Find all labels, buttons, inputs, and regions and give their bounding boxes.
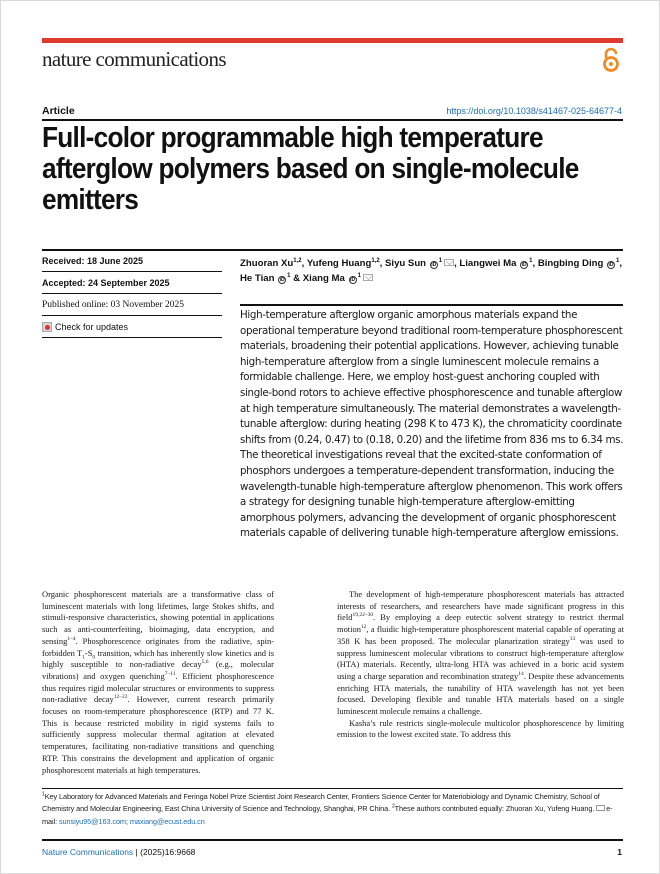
- affiliation-marker: 1: [529, 257, 533, 264]
- citation-link[interactable]: 19,22–30: [352, 612, 374, 619]
- author-name[interactable]: Zhuoran Xu: [240, 258, 294, 269]
- citation-text: | (2025)16:9668: [133, 847, 196, 857]
- open-access-lock-icon[interactable]: [602, 47, 620, 73]
- journal-link[interactable]: Nature Communications: [42, 847, 134, 857]
- author-name[interactable]: Siyu Sun: [385, 258, 427, 269]
- article-title: Full-color programmable high temperature afterglow polymers based on single-molecule emitters: [42, 122, 579, 216]
- citation-link[interactable]: 13: [569, 636, 576, 642]
- author-name[interactable]: He Tian: [240, 273, 275, 284]
- orcid-icon[interactable]: iD: [431, 262, 437, 268]
- author-name[interactable]: Xiang Ma: [302, 273, 345, 284]
- author-name[interactable]: Bingbing Ding: [537, 258, 604, 269]
- orcid-icon[interactable]: iD: [608, 262, 614, 268]
- author-list: Zhuoran Xu$^{1,2}$, Yufeng Huang$^{1,2}$, Siyu Sun $iD^1$ , Liangwei Ma $iD^1$, Bingbing Ding $iD^1$, He Tian $iD^1$ & Xiang Ma $iD^1$: [240, 257, 623, 284]
- published-date: Published online: 03 November 2025: [42, 294, 222, 316]
- body-paragraph: Kasha’s rule restricts single-molecule multicolor phosphorescence by limiting emission to the lowest excited state. To address this: [337, 717, 624, 740]
- citation-link[interactable]: 12–22: [113, 694, 128, 701]
- author-name[interactable]: Liangwei Ma: [459, 258, 517, 269]
- accepted-date: Accepted: 24 September 2025: [42, 272, 222, 294]
- body-column-right: [337, 589, 624, 741]
- corresponding-author-email-icon[interactable]: [444, 259, 454, 266]
- affiliations-footnote: $^1$Key Laboratory for Advanced Materials and Feringa Nobel Prize Scientist Joint Research Center, Frontiers Science Center for Materiobiology and Dynamic Chemistry, School of Chemistry and Molecular Engineering, East China University of Science and Technology, Shanghai, PR China. $^2$These authors contributed equally: Zhuoran Xu, Yufeng Huang. e-mail: sunsiyu95@163.com; maxiang@ecust.edu.cn: [42, 791, 613, 826]
- body-paragraph: Organic phosphorescent materials are a transformative class of luminescent materials with long lifetimes, large Stokes shifts, and stimuli-responsive characteristics, showing potential in applications such as anti-counterfeiting, bioimaging, data encryption, and sensing$^{1-4}$. Phosphorescence originates from the radiative, spin-forbidden $T_1-S_0$ transition, which has inherently slow kinetics and is highly susceptible to non-radiative decay$^{5,6}$ (e.g., molecular vibrations) and oxygen quenching$^{7-11}$. Efficient phosphorescence thus requires rigid molecular structures or environments to suppress non-radiative decay$^{12-22}$. However, current research primarily focuses on room-temperature phosphorescence (RTP) and 77 K. This is because restricted mobility in rigid systems fails to sufficiently suppress molecular thermal agitation at elevated temperatures, facilitating non-radiative transitions and quenching RTP. This constrains the development and application of organic phosphorescent materials at high temperatures.: [42, 589, 274, 775]
- orcid-icon[interactable]: iD: [521, 262, 527, 268]
- journal-name: nature communications: [42, 47, 226, 71]
- corresponding-author-email-icon[interactable]: [363, 274, 373, 281]
- footnote-rule: [42, 788, 623, 789]
- body-column-left: [42, 589, 274, 776]
- article-type-label: Article: [42, 105, 75, 117]
- affiliation-marker: 1: [616, 257, 620, 264]
- check-for-updates-label: Check for updates: [55, 321, 129, 332]
- affiliation-marker: 1,2: [293, 257, 302, 264]
- email-link[interactable]: sunsiyu95@163.com: [58, 816, 126, 826]
- author-name[interactable]: Yufeng Huang: [306, 258, 372, 269]
- body-paragraph: The development of high-temperature phosphorescent materials has attracted interests of researchers, and researchers have made significant progress in this field$^{19,22-30}$. By employing a deep eutectic solvent strategy to restrict thermal motion$^{12}$, a fluidic high-temperature phosphorescent material capable of operating at 358 K has been proposed. The molecular planarization strategy$^{13}$ was used to suppress luminescent molecular vibrations to construct high-temperature afterglow (HTA) materials. Recently, ultra-long HTA was achieved in a boric acid system using a charge separation and recombination strategy$^{14}$. Despite these advancements enriching HTA materials, the tunability of HTA wavelength has not yet been focused. Developing flexible and tunable HTA materials based on a single luminescent molecule remains a challenge.: [337, 589, 625, 717]
- email-icon: [596, 805, 605, 811]
- affiliation-marker: 1: [438, 257, 443, 264]
- affiliation-marker: 1,2: [371, 257, 380, 264]
- doi-link[interactable]: https://doi.org/10.1038/s41467-025-64677-4: [446, 106, 622, 116]
- check-for-updates-button[interactable]: [42, 316, 222, 338]
- article-history: [42, 250, 222, 338]
- affiliation-marker: 1: [357, 272, 361, 279]
- citation-link[interactable]: 14: [518, 671, 524, 678]
- citation-footer: [42, 847, 195, 857]
- check-for-updates-icon: [42, 322, 52, 332]
- orcid-icon[interactable]: iD: [350, 277, 356, 283]
- received-date: Received: 18 June 2025: [42, 250, 222, 272]
- abstract-rule: [240, 304, 623, 306]
- title-rule: [42, 119, 623, 121]
- citation-link[interactable]: 5,6: [201, 659, 209, 666]
- email-link[interactable]: maxiang@ecust.edu.cn: [129, 816, 205, 826]
- citation-link[interactable]: 7–11: [164, 671, 176, 678]
- citation-link[interactable]: 1–4: [67, 636, 76, 642]
- affiliation-marker: 1: [287, 272, 291, 279]
- footer-rule: [42, 839, 623, 841]
- abstract: High-temperature afterglow organic amorphous materials expand the operational temperature beyond traditional room-temperature phosphorescent materials, broadening their potential applications. However, achieving tunable high-temperature afterglow from a single luminescent molecule remains a formidable challenge. Here, we employ host-guest anchoring coupled with single-bond rotors to achieve effective phosphorescence and tunable afterglow at high temperature simultaneously. The material demonstrates a wavelength-tunable afterglow: during heating (298 K to 473 K), the chromaticity coordinate shifts from (0.24, 0.47) to (0.18, 0.20) and the lifetime from 836 ms to 6.34 ms. The theoretical investigations reveal that the excited-state conformation of phosphors undergoes a temperature-dependent transformation, inducing the wavelength-tunable high-temperature afterglow phenomenon. This work offers a strategy for designing tunable high-temperature afterglow-emitting amorphous polymers, advancing the development of organic phosphorescent materials capable of delivering tunable high-temperature afterglow emissions.: [240, 309, 624, 540]
- citation-link[interactable]: 12: [360, 624, 367, 631]
- page-number: 1: [617, 847, 622, 857]
- journal-brand-bar: [42, 38, 623, 43]
- orcid-icon[interactable]: iD: [279, 277, 285, 283]
